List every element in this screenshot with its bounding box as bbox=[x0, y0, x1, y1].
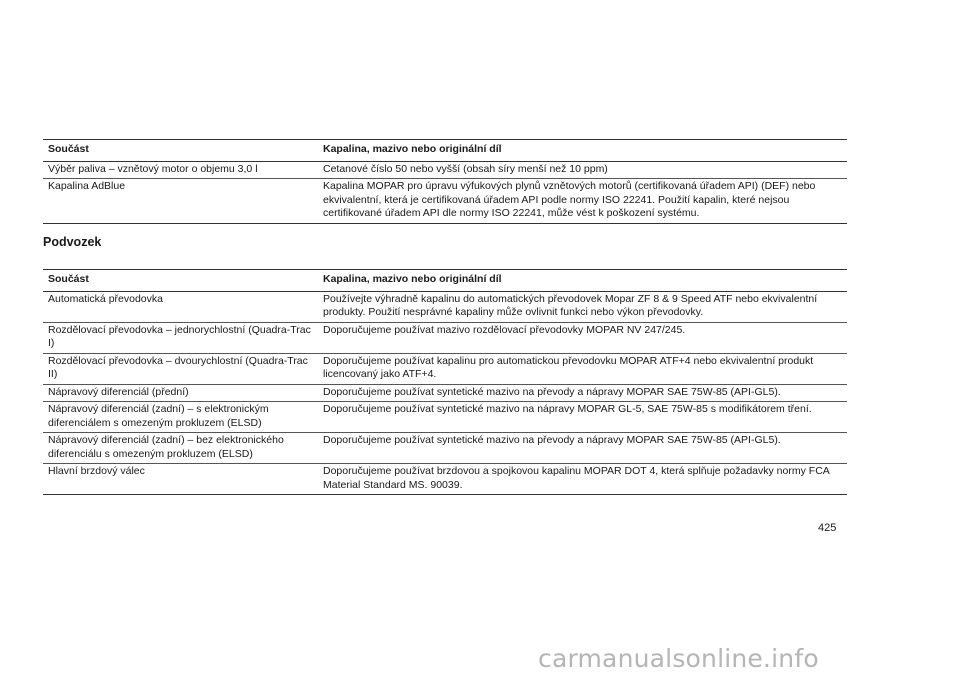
chassis-fluids-table bbox=[43, 269, 847, 495]
table-row bbox=[43, 291, 847, 322]
section-heading: Podvozek bbox=[43, 235, 102, 249]
cell-part: Kapalina AdBlue bbox=[48, 180, 126, 192]
column-header-fluid: Kapalina, mazivo nebo originální díl bbox=[323, 273, 502, 285]
cell-fluid: Doporučujeme používat syntetické mazivo na převody a nápravy MOPAR SAE 75W-85 (API-GL5). bbox=[323, 385, 781, 398]
cell-fluid: Používejte výhradně kapalinu do automatických převodovek Mopar ZF 8 & 9 Speed ATF nebo ekvivalentní produkty. Použití nesprávné kapaliny může ovlivnit funkci nebo výkon převodovky. bbox=[323, 292, 818, 318]
cell-part: Výběr paliva – vznětový motor o objemu 3,0 l bbox=[48, 162, 258, 175]
cell-part: Rozdělovací převodovka – dvourychlostní (Quadra-Trac II) bbox=[48, 354, 308, 380]
cell-part: Nápravový diferenciál (zadní) – s elektronickým diferenciálem s omezeným prokluzem (ELSD) bbox=[48, 403, 269, 429]
table-row bbox=[43, 353, 847, 384]
table-row bbox=[43, 464, 847, 495]
cell-part: Hlavní brzdový válec bbox=[48, 465, 145, 477]
table-row bbox=[43, 384, 847, 402]
table-row bbox=[43, 433, 847, 464]
column-header-part: Součást bbox=[48, 143, 89, 155]
cell-part: Nápravový diferenciál (zadní) – bez elektronického diferenciálu s omezeným prokluzem (ELSD) bbox=[48, 434, 284, 460]
table-header-row bbox=[43, 270, 847, 292]
cell-fluid: Doporučujeme používat mazivo rozdělovací převodovky MOPAR NV 247/245. bbox=[323, 323, 686, 336]
table-row bbox=[43, 402, 847, 433]
cell-part: Automatická převodovka bbox=[48, 292, 163, 305]
table-header-row bbox=[43, 140, 847, 162]
table-row bbox=[43, 322, 847, 353]
page-number: 425 bbox=[818, 522, 837, 534]
cell-fluid: Doporučujeme používat syntetické mazivo na nápravy MOPAR GL-5, SAE 75W-85 s modifikátorem tření. bbox=[323, 403, 812, 415]
cell-part: Rozdělovací převodovka – jednorychlostní (Quadra-Trac I) bbox=[48, 323, 311, 349]
cell-fluid: Doporučujeme používat syntetické mazivo na převody a nápravy MOPAR SAE 75W-85 (API-GL5). bbox=[323, 434, 781, 446]
column-header-fluid: Kapalina, mazivo nebo originální díl bbox=[323, 143, 502, 155]
cell-fluid: Doporučujeme používat brzdovou a spojkovou kapalinu MOPAR DOT 4, která splňuje požadavky normy FCA Material Standard MS. 90039. bbox=[323, 465, 830, 491]
cell-part: Nápravový diferenciál (přední) bbox=[48, 385, 189, 398]
cell-fluid: Kapalina MOPAR pro úpravu výfukových plynů vznětových motorů (certifikovaná úřadem API) (DEF) nebo ekvivalentní, která je certifikovaná úřadem API podle normy ISO 22241. Použití kapalin, které nejsou certifikované úřadem API dle normy ISO 22241, může vést k poškození systému. bbox=[323, 180, 816, 219]
table-row bbox=[43, 179, 847, 224]
watermark-text: carmanualsonline.info bbox=[538, 644, 819, 673]
fuel-fluids-table bbox=[43, 139, 847, 224]
cell-fluid: Cetanové číslo 50 nebo vyšší (obsah síry menší než 10 ppm) bbox=[323, 162, 608, 175]
table-row bbox=[43, 161, 847, 179]
column-header-part: Součást bbox=[48, 273, 89, 285]
cell-fluid: Doporučujeme používat kapalinu pro automatickou převodovku MOPAR ATF+4 nebo ekvivalentní produkt licencovaný jako ATF+4. bbox=[323, 354, 814, 380]
